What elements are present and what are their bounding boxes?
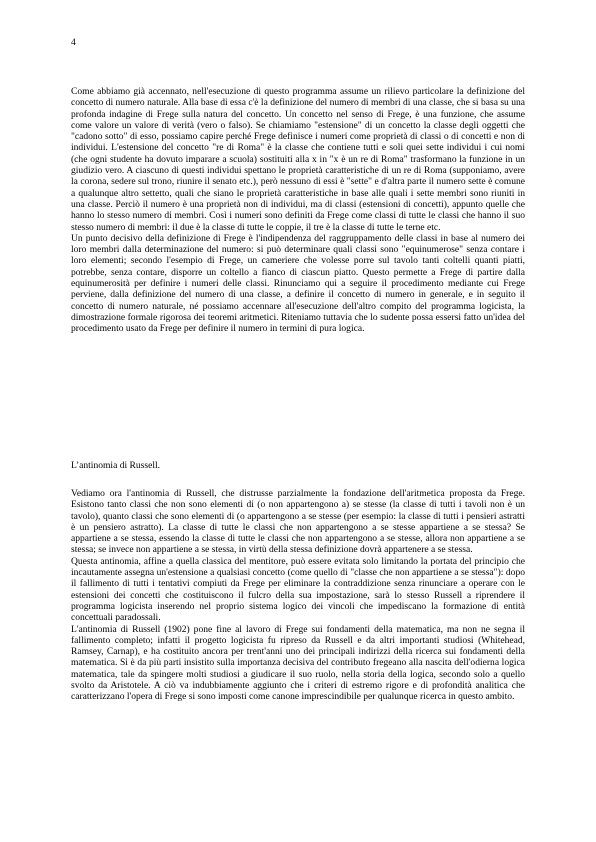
page-number: 4	[71, 37, 76, 48]
paragraph: Vediamo ora l'antinomia di Russell, che distrusse parzialmente la fondazione dell'aritmetica proposta da Frege. Esistono tanto classi che non sono elementi di (o non appartengono a) se stesse (la classe di tutti i tavoli non è un tavolo), quanto classi che sono elementi di (o appartengono a se stesse (per esempio: la classe di tutti i pensieri astratti è un pensiero astratto). La classe di tutte le classi che non appartengono a se stesse appartiene a se stessa? Se appartiene a se stessa, essendo la classe di tutte le classi che non appartengono a se stesse, allora non appartiene a se stessa; se invece non appartiene a se stessa, in virtù della stessa definizione dovrà appartenere a se stessa.	[71, 488, 525, 556]
section-frege-number-definition	[71, 86, 525, 335]
paragraph: Un punto decisivo della definizione di Frege è l'indipendenza del raggruppamento delle classi in base al numero dei loro membri dalla determinazione del numero: si può determinare quali classi sono "equinumerose" senza contare i loro elementi; secondo l'esempio di Frege, un cameriere che volesse porre sul tavolo tanti coltelli quanti piatti, potrebbe, senza contare, disporre un coltello a fianco di ciascun piatto. Questo permette a Frege di partire dalla equinumerosità per definire i numeri delle classi. Rinunciamo qui a seguire il procedimento mediante cui Frege perviene, dalla definizione del numero di una classe, a definire il concetto di numero in generale, e in seguito il concetto di numero naturale, né possiamo accennare all'esecuzione dell'altro compito del programma logicista, la dimostrazione formale rigorosa dei teoremi aritmetici. Riteniamo tuttavia che lo sudente possa essersi fatto un'idea del procedimento usato da Frege per definire il numero in termini di pura logica.	[71, 232, 525, 335]
paragraph: Come abbiamo già accennato, nell'esecuzione di questo programma assume un rilievo particolare la definizione del concetto di numero naturale. Alla base di essa c'è la definizione del numero di membri di una classe, che si basa su una profonda indagine di Frege sulla natura del concetto. Un concetto nel senso di Frege, è una funzione, che assume come valore un valore di verità (vero o falso). Se chiamiamo "estensione" di un concetto la classe degli oggetti che "cadono sotto" di esso, possiamo capire perché Frege definisce i numeri come proprietà di classi o di concetti e non di individui. L'estensione del concetto "re di Roma" è la classe che contiene tutti e soli quei sette individui i cui nomi (che ogni studente ha dovuto imparare a scuola) sostituiti alla x in "x è un re di Roma" trasformano la funzione in un giudizio vero. A ciascuno di questi individui spettano le proprietà caratteristiche di un re di Roma (supponiamo, avere la corona, sedere sul trono, riunire il senato etc.), però nessuno di essi è "sette" e d'altra parte il numero sette è comune a qualunque altro settetto, quali che siano le proprietà caratteristiche in base alle quali i sette membri sono riuniti in una classe. Perciò il numero è una proprietà non di individui, ma di classi (estensioni di concetti), appunto quelle che hanno lo stesso numero di membri. Così i numeri sono definiti da Frege come classi di tutte le classi che hanno il suo stesso numero di membri: il due è la classe di tutte le coppie, il tre è la classe di tutte le terne etc.	[71, 86, 525, 233]
section-heading: L’antinomia di Russell.	[71, 460, 161, 471]
section-russell-antinomy	[71, 488, 525, 703]
paragraph: Questa antinomia, affine a quella classica del mentitore, può essere evitata solo limitando la portata del principio che incautamente assegna un'estensione a qualsiasi concetto (come quello di "classe che non appartiene a se stessa"): dopo il fallimento di tutti i tentativi compiuti da Frege per eliminare la contraddizione senza rinunciare a operare con le estensioni dei concetti che costituiscono il fulcro della sua impostazione, sarà lo stesso Russell a riprendere il programma logicista inserendo nel proprio sistema logico dei vincoli che impediscano la formazione di entità concettuali paradossali.	[71, 555, 525, 624]
paragraph: L'antinomia di Russell (1902) pone fine al lavoro di Frege sui fondamenti della matematica, ma non ne segna il fallimento completo; infatti il progetto logicista fu ripreso da Russell e da altri importanti studiosi (Whitehead, Ramsey, Carnap), e ha costituito ancora per trent'anni uno dei principali indirizzi della ricerca sui fondamenti della matematica. Si è da più parti insistito sulla importanza decisiva del contributo fregeano alla nascita dell'odierna logica matematica, tale da spingere molti studiosi a giudicare il suo ruolo, nella storia della logica, secondo solo a quello svolto da Aristotele. A ciò va indubbiamente aggiunto che i criteri di estremo rigore e di profondità analitica che caratterizzano l'opera di Frege si sono imposti come canone imprescindibile per qualunque ricerca in questo ambito.	[71, 623, 525, 703]
